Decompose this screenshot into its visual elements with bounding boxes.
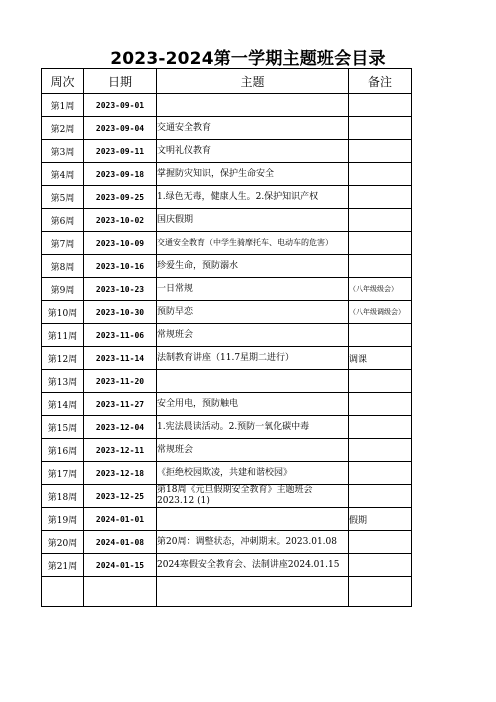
topic-cell: 第20周：调整状态，冲刺期末。2023.01.08 <box>157 531 349 554</box>
date-cell: 2023-11-14 <box>84 347 157 370</box>
note-cell <box>349 554 412 577</box>
topic-cell: 常规班会 <box>157 324 349 347</box>
table-row <box>42 324 412 347</box>
table-row <box>42 209 412 232</box>
note-cell <box>349 324 412 347</box>
header-topic: 主题 <box>157 69 349 94</box>
table-row <box>42 485 412 508</box>
week-cell: 第11周 <box>42 324 84 347</box>
date-cell: 2023-12-25 <box>84 485 157 508</box>
topic-cell: 交通安全教育（中学生骑摩托车、电动车的危害） <box>157 232 349 255</box>
week-cell: 第12周 <box>42 347 84 370</box>
date-cell: 2023-11-20 <box>84 370 157 393</box>
topic-cell: 第18周《元旦假期安全教育》主题班会2023.12 (1) <box>157 485 349 508</box>
topic-cell: 国庆假期 <box>157 209 349 232</box>
week-cell: 第20周 <box>42 531 84 554</box>
date-cell: 2023-10-09 <box>84 232 157 255</box>
topic-cell: 文明礼仪教育 <box>157 140 349 163</box>
week-cell: 第18周 <box>42 485 84 508</box>
week-cell: 第6周 <box>42 209 84 232</box>
week-cell: 第9周 <box>42 278 84 301</box>
date-cell: 2023-12-11 <box>84 439 157 462</box>
table-row <box>42 531 412 554</box>
note-cell <box>349 163 412 186</box>
topic-cell: 法制教育讲座（11.7星期二进行） <box>157 347 349 370</box>
week-cell: 第16周 <box>42 439 84 462</box>
table-row <box>42 370 412 393</box>
week-cell: 第5周 <box>42 186 84 209</box>
table-row <box>42 255 412 278</box>
week-cell: 第10周 <box>42 301 84 324</box>
date-cell: 2023-09-04 <box>84 117 157 140</box>
table-row <box>42 508 412 531</box>
table-row <box>42 462 412 485</box>
topic-cell <box>157 577 349 607</box>
note-cell <box>349 462 412 485</box>
note-cell <box>349 140 412 163</box>
topic-cell: 安全用电，预防触电 <box>157 393 349 416</box>
note-cell <box>349 209 412 232</box>
table-row <box>42 347 412 370</box>
note-cell <box>349 370 412 393</box>
note-cell <box>349 393 412 416</box>
topic-cell: 珍爱生命，预防溺水 <box>157 255 349 278</box>
week-cell: 第15周 <box>42 416 84 439</box>
date-cell: 2023-10-23 <box>84 278 157 301</box>
date-cell <box>84 577 157 607</box>
date-cell: 2023-10-30 <box>84 301 157 324</box>
week-cell <box>42 577 84 607</box>
topic-cell: 1.宪法晨读活动。2.预防一氧化碳中毒 <box>157 416 349 439</box>
table-row <box>42 163 412 186</box>
note-cell: 调课 <box>349 347 412 370</box>
table-row <box>42 416 412 439</box>
note-cell: （八年级级会） <box>349 278 412 301</box>
topic-cell <box>157 94 349 117</box>
topic-cell: 一日常规 <box>157 278 349 301</box>
topic-cell <box>157 508 349 531</box>
date-cell: 2023-11-06 <box>84 324 157 347</box>
week-cell: 第4周 <box>42 163 84 186</box>
table-row <box>42 140 412 163</box>
note-cell <box>349 232 412 255</box>
topic-cell: 2024寒假安全教育会、法制讲座2024.01.15 <box>157 554 349 577</box>
date-cell: 2023-12-04 <box>84 416 157 439</box>
note-cell <box>349 439 412 462</box>
date-cell: 2024-01-08 <box>84 531 157 554</box>
date-cell: 2023-09-25 <box>84 186 157 209</box>
header-week: 周次 <box>42 69 84 94</box>
topic-cell: 交通安全教育 <box>157 117 349 140</box>
header-date: 日期 <box>84 69 157 94</box>
date-cell: 2023-09-11 <box>84 140 157 163</box>
date-cell: 2023-10-02 <box>84 209 157 232</box>
note-cell <box>349 416 412 439</box>
date-cell: 2023-10-16 <box>84 255 157 278</box>
header-row <box>42 69 412 94</box>
date-cell: 2023-11-27 <box>84 393 157 416</box>
date-cell: 2023-09-01 <box>84 94 157 117</box>
table-row <box>42 232 412 255</box>
topic-cell <box>157 370 349 393</box>
table-row <box>42 117 412 140</box>
note-cell <box>349 255 412 278</box>
week-cell: 第14周 <box>42 393 84 416</box>
table-row <box>42 278 412 301</box>
note-cell <box>349 117 412 140</box>
table-row <box>42 439 412 462</box>
table-row <box>42 301 412 324</box>
week-cell: 第3周 <box>42 140 84 163</box>
week-cell: 第19周 <box>42 508 84 531</box>
date-cell: 2024-01-01 <box>84 508 157 531</box>
week-cell: 第7周 <box>42 232 84 255</box>
table-row <box>42 554 412 577</box>
table-row <box>42 393 412 416</box>
week-cell: 第1周 <box>42 94 84 117</box>
week-cell: 第13周 <box>42 370 84 393</box>
note-cell <box>349 577 412 607</box>
topic-cell: 1.绿色无毒，健康人生。2.保护知识产权 <box>157 186 349 209</box>
table-row <box>42 186 412 209</box>
note-cell: 假期 <box>349 508 412 531</box>
date-cell: 2024-01-15 <box>84 554 157 577</box>
week-cell: 第2周 <box>42 117 84 140</box>
page-title: 2023-2024第一学期主题班会目录 <box>110 49 386 69</box>
topic-cell: 常规班会 <box>157 439 349 462</box>
topic-cell: 《拒绝校园欺凌，共建和谐校园》 <box>157 462 349 485</box>
note-cell <box>349 186 412 209</box>
header-note: 备注 <box>349 69 412 94</box>
note-cell: （八年级调级会） <box>349 301 412 324</box>
topic-cell: 预防早恋 <box>157 301 349 324</box>
week-cell: 第17周 <box>42 462 84 485</box>
note-cell <box>349 485 412 508</box>
week-cell: 第21周 <box>42 554 84 577</box>
date-cell: 2023-12-18 <box>84 462 157 485</box>
week-cell: 第8周 <box>42 255 84 278</box>
table-row <box>42 94 412 117</box>
topic-cell: 掌握防灾知识，保护生命安全 <box>157 163 349 186</box>
table-row <box>42 577 412 607</box>
date-cell: 2023-09-18 <box>84 163 157 186</box>
note-cell <box>349 531 412 554</box>
schedule-table <box>41 68 412 607</box>
note-cell <box>349 94 412 117</box>
